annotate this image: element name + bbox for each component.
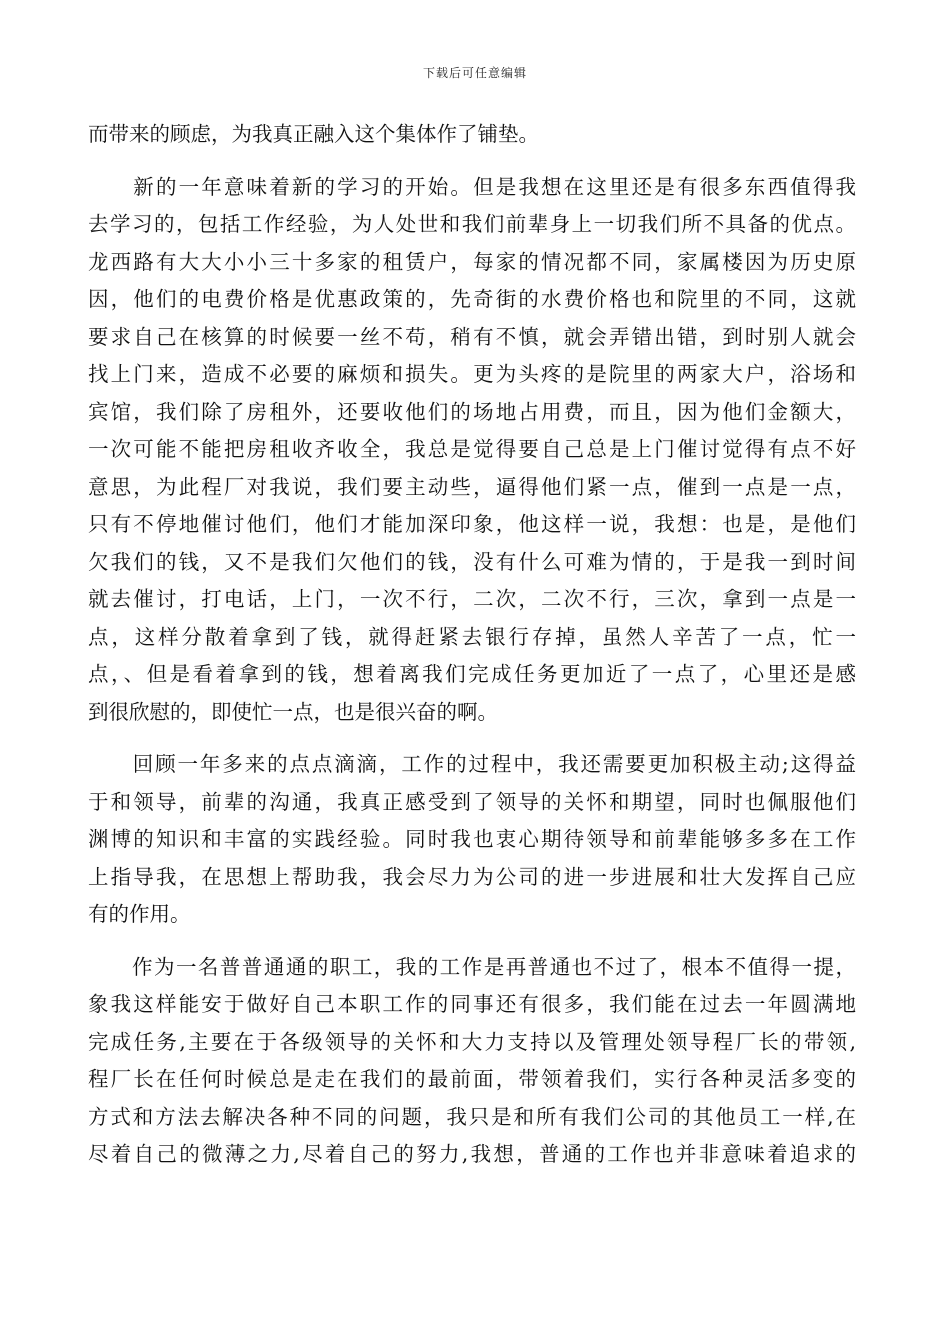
text-line: 一次可能不能把房租收齐收全，我总是觉得要自己总是上门催讨觉得有点不好 xyxy=(88,437,856,461)
paragraph-gap xyxy=(88,154,856,169)
text-line: 欠我们的钱，又不是我们欠他们的钱，没有什么可难为情的，于是我一到时间 xyxy=(88,549,856,574)
text-line: 程厂长在任何时候总是走在我们的最前面，带领着我们，实行各种灵活多变的 xyxy=(88,1067,856,1091)
paragraph xyxy=(88,116,856,154)
text-line: 找上门来，造成不必要的麻烦和损失。更为头疼的是院里的两家大户，浴场和 xyxy=(88,362,856,386)
page-header: 下载后可任意编辑 xyxy=(422,66,527,80)
text-line: 渊博的知识和丰富的实践经验。同时我也衷心期待领导和前辈能够多多在工作 xyxy=(88,827,856,851)
text-line: 完成任务,主要在于各级领导的关怀和大力支持以及管理处领导程厂长的带领, xyxy=(88,1029,856,1054)
text-line: 新的一年意味着新的学习的开始。但是我想在这里还是有很多东西值得我 xyxy=(88,174,856,199)
text-line: 龙西路有大大小小三十多家的租赁户，每家的情况都不同，家属楼因为历史原 xyxy=(88,249,856,274)
text-line: 因，他们的电费价格是优惠政策的，先奇街的水费价格也和院里的不同，这就 xyxy=(88,287,856,311)
text-line: 到很欣慰的，即使忙一点，也是很兴奋的啊。 xyxy=(88,699,498,724)
paragraph-gap xyxy=(88,934,856,949)
text-line: 就去催讨，打电话，上门，一次不行，二次，二次不行，三次，拿到一点是一 xyxy=(88,587,856,611)
text-line: 回顾一年多来的点点滴滴，工作的过程中，我还需要更加积极主动;这得益 xyxy=(88,752,856,776)
text-line: 去学习的，包括工作经验，为人处世和我们前辈身上一切我们所不具备的优点。 xyxy=(88,212,856,236)
text-line: 点，这样分散着拿到了钱，就得赶紧去银行存掉，虽然人辛苦了一点，忙一 xyxy=(88,624,856,649)
text-line: 方式和方法去解决各种不同的问题，我只是和所有我们公司的其他员工一样,在 xyxy=(88,1104,856,1129)
text-line: 只有不停地催讨他们，他们才能加深印象，他这样一说，我想：也是，是他们 xyxy=(88,512,856,536)
text-line: 于和领导，前辈的沟通，我真正感受到了领导的关怀和期望，同时也佩服他们 xyxy=(88,789,856,814)
text-line: 象我这样能安于做好自己本职工作的同事还有很多，我们能在过去一年圆满地 xyxy=(88,992,856,1016)
text-line: 要求自己在核算的时候要一丝不苟，稍有不慎，就会弄错出错，到时别人就会 xyxy=(88,324,856,349)
text-line: 点，、但是看着拿到的钱，想着离我们完成任务更加近了一点了，心里还是感 xyxy=(88,662,856,686)
paragraph xyxy=(88,169,856,732)
text-line: 意思，为此程厂对我说，我们要主动些，逼得他们紧一点，催到一点是一点， xyxy=(88,474,856,499)
paragraph xyxy=(88,949,856,1174)
paragraph-gap xyxy=(88,731,856,746)
text-line: 作为一名普普通通的职工，我的工作是再普通也不过了，根本不值得一提， xyxy=(88,954,856,979)
body-text xyxy=(88,116,856,1174)
text-line: 宾馆，我们除了房租外，还要收他们的场地占用费，而且，因为他们金额大， xyxy=(88,399,856,424)
text-line: 上指导我，在思想上帮助我，我会尽力为公司的进一步进展和壮大发挥自己应 xyxy=(88,864,856,889)
text-line: 而带来的顾虑，为我真正融入这个集体作了铺垫。 xyxy=(88,122,539,146)
text-line: 有的作用。 xyxy=(88,902,191,926)
text-line: 尽着自己的微薄之力,尽着自己的努力,我想，普通的工作也并非意味着追求的 xyxy=(88,1142,856,1166)
paragraph xyxy=(88,746,856,934)
